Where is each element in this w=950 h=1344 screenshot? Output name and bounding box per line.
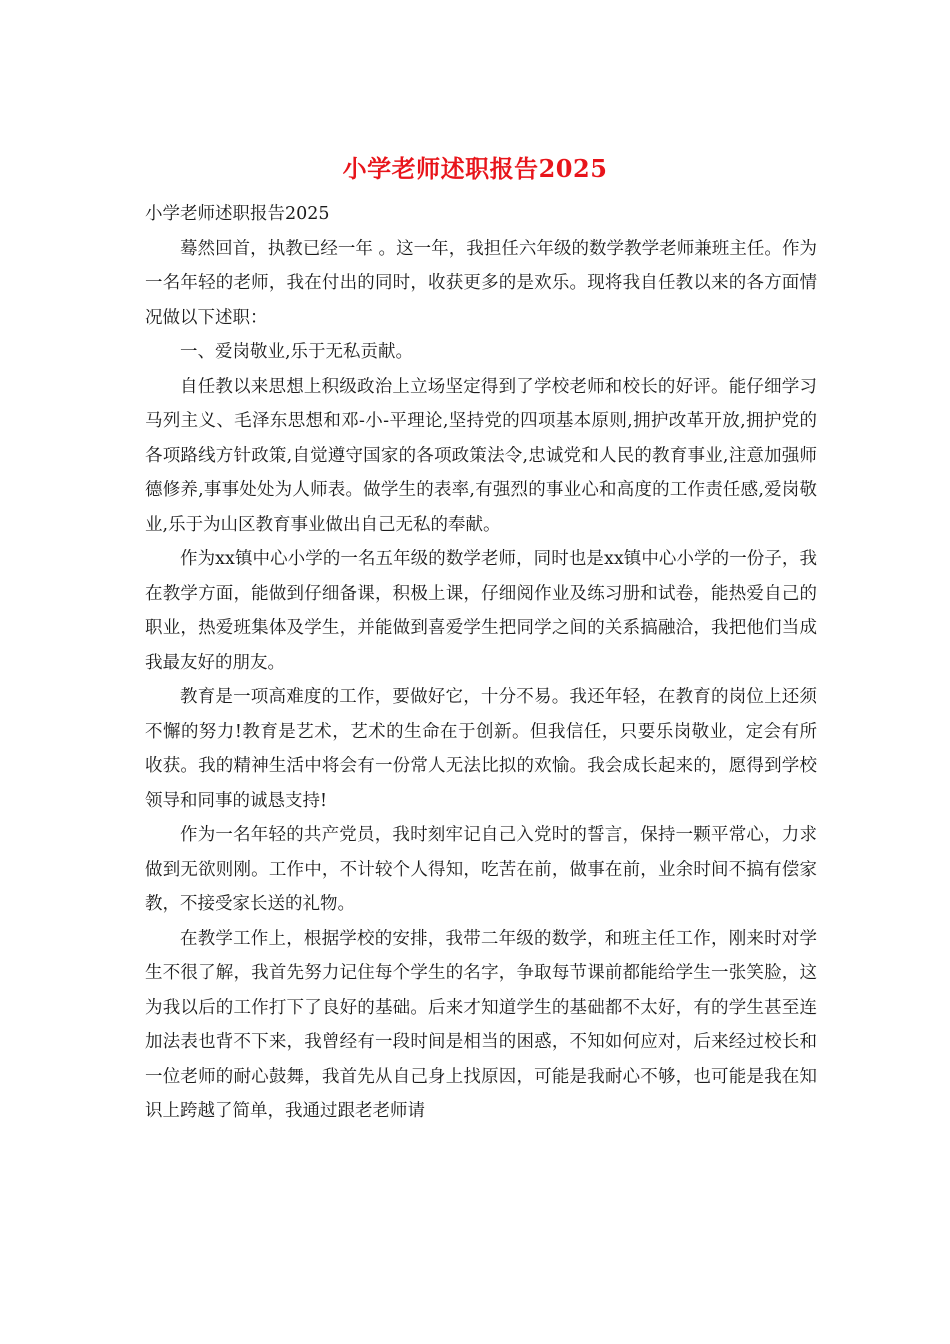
paragraph-teaching-role: 作为xx镇中心小学的一名五年级的数学老师，同时也是xx镇中心小学的一份子，我在教学方面，能做到仔细备课，积极上课，仔细阅作业及练习册和试卷，能热爱自己的职业，热爱班集体及学生，并能做到喜爱学生把同学之间的关系搞融洽，我把他们当成我最友好的朋友。 [145,549,817,673]
paragraph-intro: 蓦然回首，执教已经一年 。这一年，我担任六年级的数学教学老师兼班主任。作为一名年轻的老师，我在付出的同时，收获更多的是欢乐。现将我自任教以来的各方面情况做以下述职： [145,238,817,328]
document-title: 小学老师述职报告2025 [342,154,608,183]
section-heading-1: 一、爱岗敬业,乐于无私贡献。 [180,342,414,362]
document-subtitle: 小学老师述职报告2025 [145,204,330,224]
paragraph-party-member: 作为一名年轻的共产党员，我时刻牢记自己入党时的誓言，保持一颗平常心，力求做到无欲则刚。工作中，不计较个人得知，吃苦在前，做事在前，业余时间不搞有偿家教，不接受家长送的礼物。 [145,825,817,914]
paragraph-education-art: 教育是一项高难度的工作，要做好它，十分不易。我还年轻，在教育的岗位上还须不懈的努力!教育是艺术，艺术的生命在于创新。但我信任，只要乐岗敬业，定会有所收获。我的精神生活中将会有一份常人无法比拟的欢愉。我会成长起来的，愿得到学校领导和同事的诚恳支持! [145,687,817,811]
document-body [145,197,817,1129]
paragraph-teaching-work: 在教学工作上，根据学校的安排，我带二年级的数学，和班主任工作，刚来时对学生不很了解，我首先努力记住每个学生的名字，争取每节课前都能给学生一张笑脸，这为我以后的工作打下了良好的基础。后来才知道学生的基础都不太好，有的学生甚至连加法表也背不下来，我曾经有一段时间是相当的困惑，不知如何应对，后来经过校长和一位老师的耐心鼓舞，我首先从自己身上找原因，可能是我耐心不够，也可能是我在知识上跨越了简单，我通过跟老老师请 [145,928,817,1121]
paragraph-political-stance: 自任教以来思想上积级政治上立场坚定得到了学校老师和校长的好评。能仔细学习马列主义、毛泽东思想和邓-小-平理论,坚持党的四项基本原则,拥护改革开放,拥护党的各项路线方针政策,自觉遵守国家的各项政策法令,忠诚党和人民的教育事业,注意加强师德修养,事事处处为人师表。做学生的表率,有强烈的事业心和高度的工作责任感,爱岗敬业,乐于为山区教育事业做出自己无私的奉献。 [145,376,817,535]
